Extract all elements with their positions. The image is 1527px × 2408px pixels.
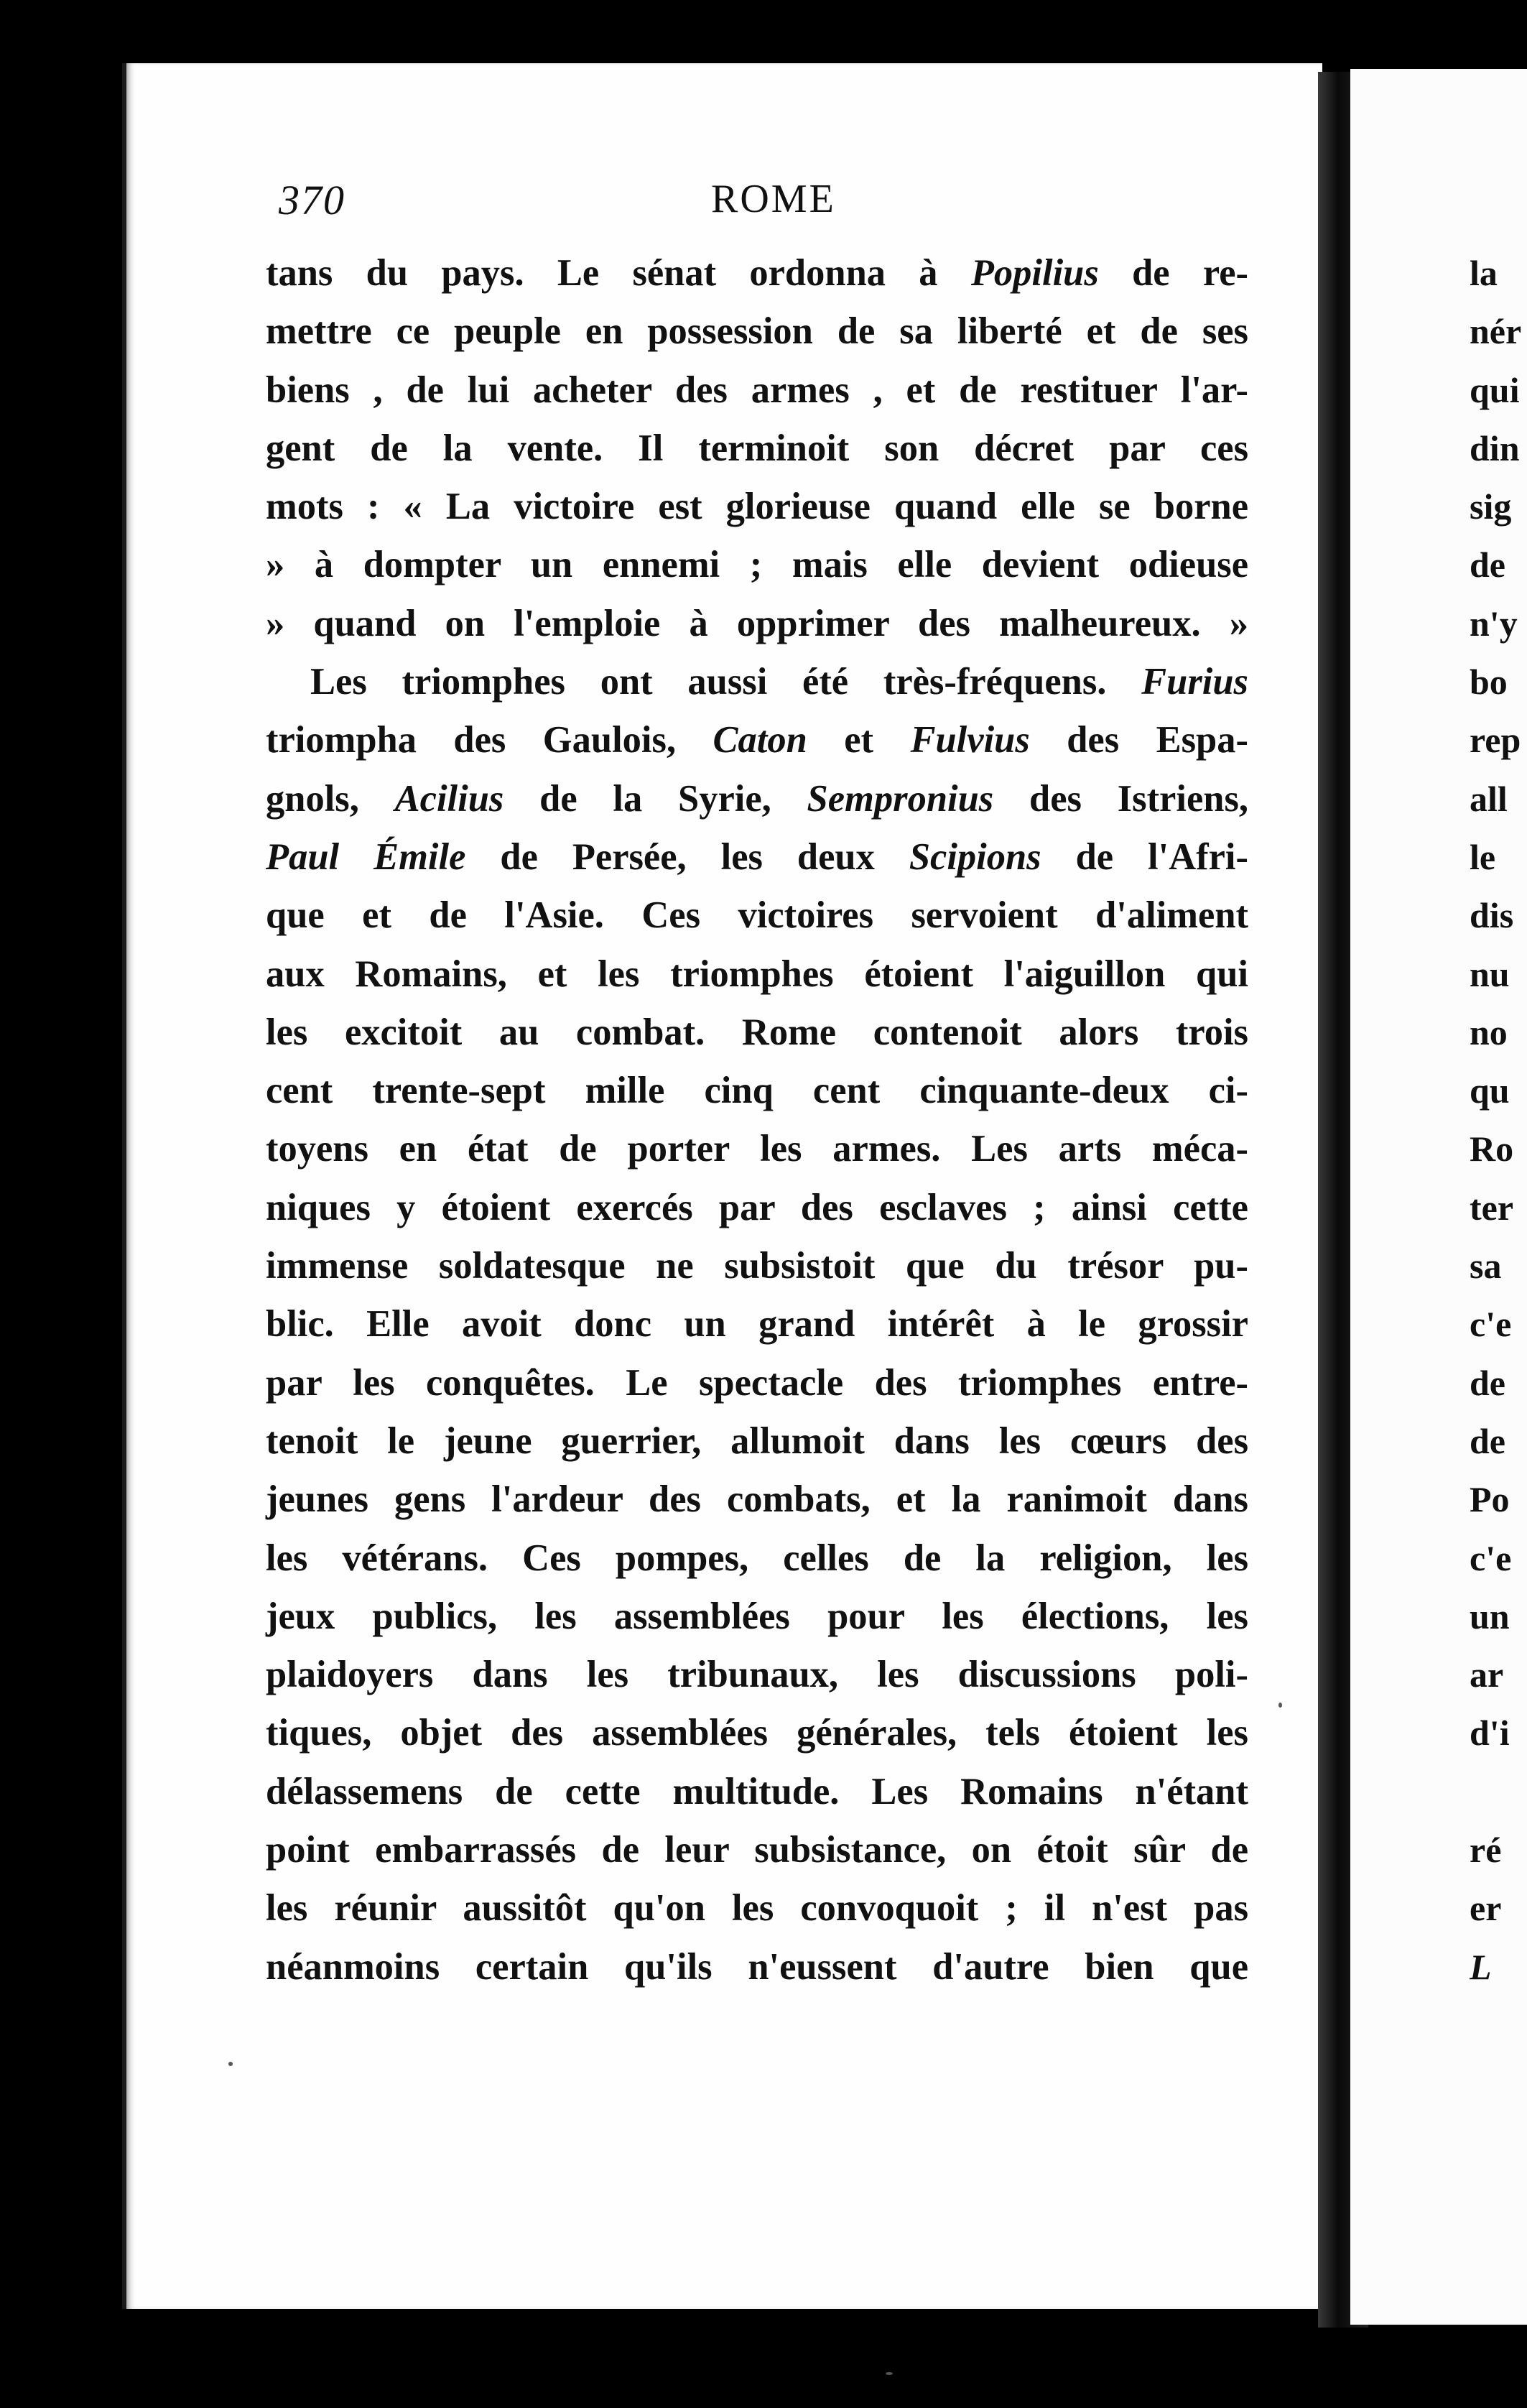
text-line: tenoit le jeune guerrier, allumoit dans les cœurs des bbox=[266, 1420, 1248, 1462]
running-title: ROME bbox=[711, 177, 836, 221]
text-line: plaidoyers dans les tribunaux, les discussions poli- bbox=[266, 1654, 1248, 1696]
italic-name: Sempronius bbox=[807, 777, 994, 820]
scan-speck bbox=[228, 2062, 233, 2066]
text-line: triompha des Gaulois, Caton et Fulvius des Espa- bbox=[266, 719, 1248, 761]
facing-page-fragment: d'i bbox=[1470, 1713, 1510, 1754]
text-line: niques y étoient exercés par des esclaves ; ainsi cette bbox=[266, 1186, 1248, 1228]
text-line: mettre ce peuple en possession de sa liberté et de ses bbox=[266, 310, 1248, 353]
text-line: blic. Elle avoit donc un grand intérêt à le grossir bbox=[266, 1303, 1248, 1346]
facing-page-fragment: la bbox=[1470, 253, 1498, 293]
text-line: néanmoins certain qu'ils n'eussent d'autre bien que bbox=[266, 1945, 1248, 1988]
facing-page-fragment: L bbox=[1470, 1946, 1492, 1987]
text-line: jeux publics, les assemblées pour les élections, les bbox=[266, 1595, 1248, 1637]
facing-page-fragment: nu bbox=[1470, 953, 1510, 994]
text-line: aux Romains, et les triomphes étoient l'aiguillon qui bbox=[266, 953, 1248, 995]
text-line: tiques, objet des assemblées générales, tels étoient les bbox=[266, 1712, 1248, 1754]
facing-page-fragment: un bbox=[1470, 1596, 1510, 1636]
italic-name: Fulvius bbox=[910, 719, 1030, 761]
facing-page-fragment: dis bbox=[1470, 895, 1514, 936]
facing-page-fragment: er bbox=[1470, 1888, 1502, 1929]
text-line: délassemens de cette multitude. Les Romains n'étant bbox=[266, 1770, 1248, 1812]
text-line: » quand on l'emploie à opprimer des malheureux. » bbox=[266, 602, 1248, 644]
text-line: mots : « La victoire est glorieuse quand elle se borne bbox=[266, 486, 1248, 528]
text-line: gent de la vente. Il terminoit son décret par ces bbox=[266, 427, 1248, 469]
italic-name: Paul Émile bbox=[266, 835, 466, 878]
facing-page-fragment: sa bbox=[1470, 1246, 1502, 1287]
text-line: Les triomphes ont aussi été très-fréquens. Furius bbox=[310, 661, 1248, 703]
facing-page-fragment: de bbox=[1470, 545, 1505, 585]
text-line: immense soldatesque ne subsistoit que du trésor pu- bbox=[266, 1245, 1248, 1287]
facing-page-fragment: de bbox=[1470, 1362, 1505, 1403]
facing-page-fragment: bo bbox=[1470, 662, 1508, 703]
text-line: » à dompter un ennemi ; mais elle devient odieuse bbox=[266, 544, 1248, 586]
italic-name: Popilius bbox=[970, 252, 1099, 294]
body-text bbox=[266, 244, 1248, 1996]
italic-name: Scipions bbox=[909, 835, 1041, 878]
text-line: par les conquêtes. Le spectacle des triomphes entre- bbox=[266, 1361, 1248, 1404]
page-number: 370 bbox=[279, 177, 345, 223]
text-line: jeunes gens l'ardeur des combats, et la ranimoit dans bbox=[266, 1478, 1248, 1521]
scan-speck bbox=[1278, 1703, 1282, 1708]
facing-page-fragment: all bbox=[1470, 778, 1508, 819]
facing-page-fragment: Ro bbox=[1470, 1129, 1514, 1170]
facing-page-fragment: ter bbox=[1470, 1187, 1514, 1228]
scan-speck bbox=[886, 2372, 893, 2375]
facing-page-fragment: le bbox=[1470, 836, 1496, 877]
text-line: toyens en état de porter les armes. Les arts méca- bbox=[266, 1128, 1248, 1170]
facing-page-fragment: rep bbox=[1470, 720, 1521, 761]
facing-page-fragment: c'e bbox=[1470, 1537, 1512, 1578]
italic-name: Caton bbox=[713, 719, 807, 761]
facing-page-fragment: c'e bbox=[1470, 1304, 1512, 1345]
facing-page-fragment: qu bbox=[1470, 1070, 1510, 1111]
facing-page-text-fragments bbox=[1470, 244, 1527, 1996]
text-line: biens , de lui acheter des armes , et de restituer l'ar- bbox=[266, 369, 1248, 411]
text-line: les réunir aussitôt qu'on les convoquoit ; il n'est pas bbox=[266, 1887, 1248, 1930]
facing-page-fragment: nér bbox=[1470, 311, 1522, 352]
facing-page-fragment: n'y bbox=[1470, 603, 1518, 644]
text-line: gnols, Acilius de la Syrie, Sempronius des Istriens, bbox=[266, 777, 1248, 820]
facing-page-fragment: ré bbox=[1470, 1830, 1502, 1871]
text-line: Paul Émile de Persée, les deux Scipions de l'Afri- bbox=[266, 835, 1248, 878]
text-line: point embarrassés de leur subsistance, on étoit sûr de bbox=[266, 1829, 1248, 1871]
running-head bbox=[266, 176, 1257, 233]
facing-page-fragment bbox=[1470, 1763, 1527, 1821]
text-line: cent trente-sept mille cinq cent cinquante-deux ci- bbox=[266, 1070, 1248, 1112]
facing-page-fragment: de bbox=[1470, 1420, 1505, 1461]
facing-page-fragment: sig bbox=[1470, 486, 1512, 527]
facing-page-fragment: no bbox=[1470, 1011, 1508, 1052]
text-line: les vétérans. Ces pompes, celles de la religion, les bbox=[266, 1537, 1248, 1579]
text-line: tans du pays. Le sénat ordonna à Popilius de re- bbox=[266, 252, 1249, 294]
italic-name: Furius bbox=[1141, 661, 1248, 703]
text-line: les excitoit au combat. Rome contenoit alors trois bbox=[266, 1011, 1248, 1053]
facing-page-fragment: qui bbox=[1470, 369, 1520, 410]
facing-page-fragment: ar bbox=[1470, 1654, 1504, 1695]
text-line: que et de l'Asie. Ces victoires servoient d'aliment bbox=[266, 894, 1248, 937]
facing-page-fragment: din bbox=[1470, 427, 1520, 468]
italic-name: Acilius bbox=[394, 777, 504, 820]
facing-page-fragment: Po bbox=[1470, 1479, 1510, 1520]
